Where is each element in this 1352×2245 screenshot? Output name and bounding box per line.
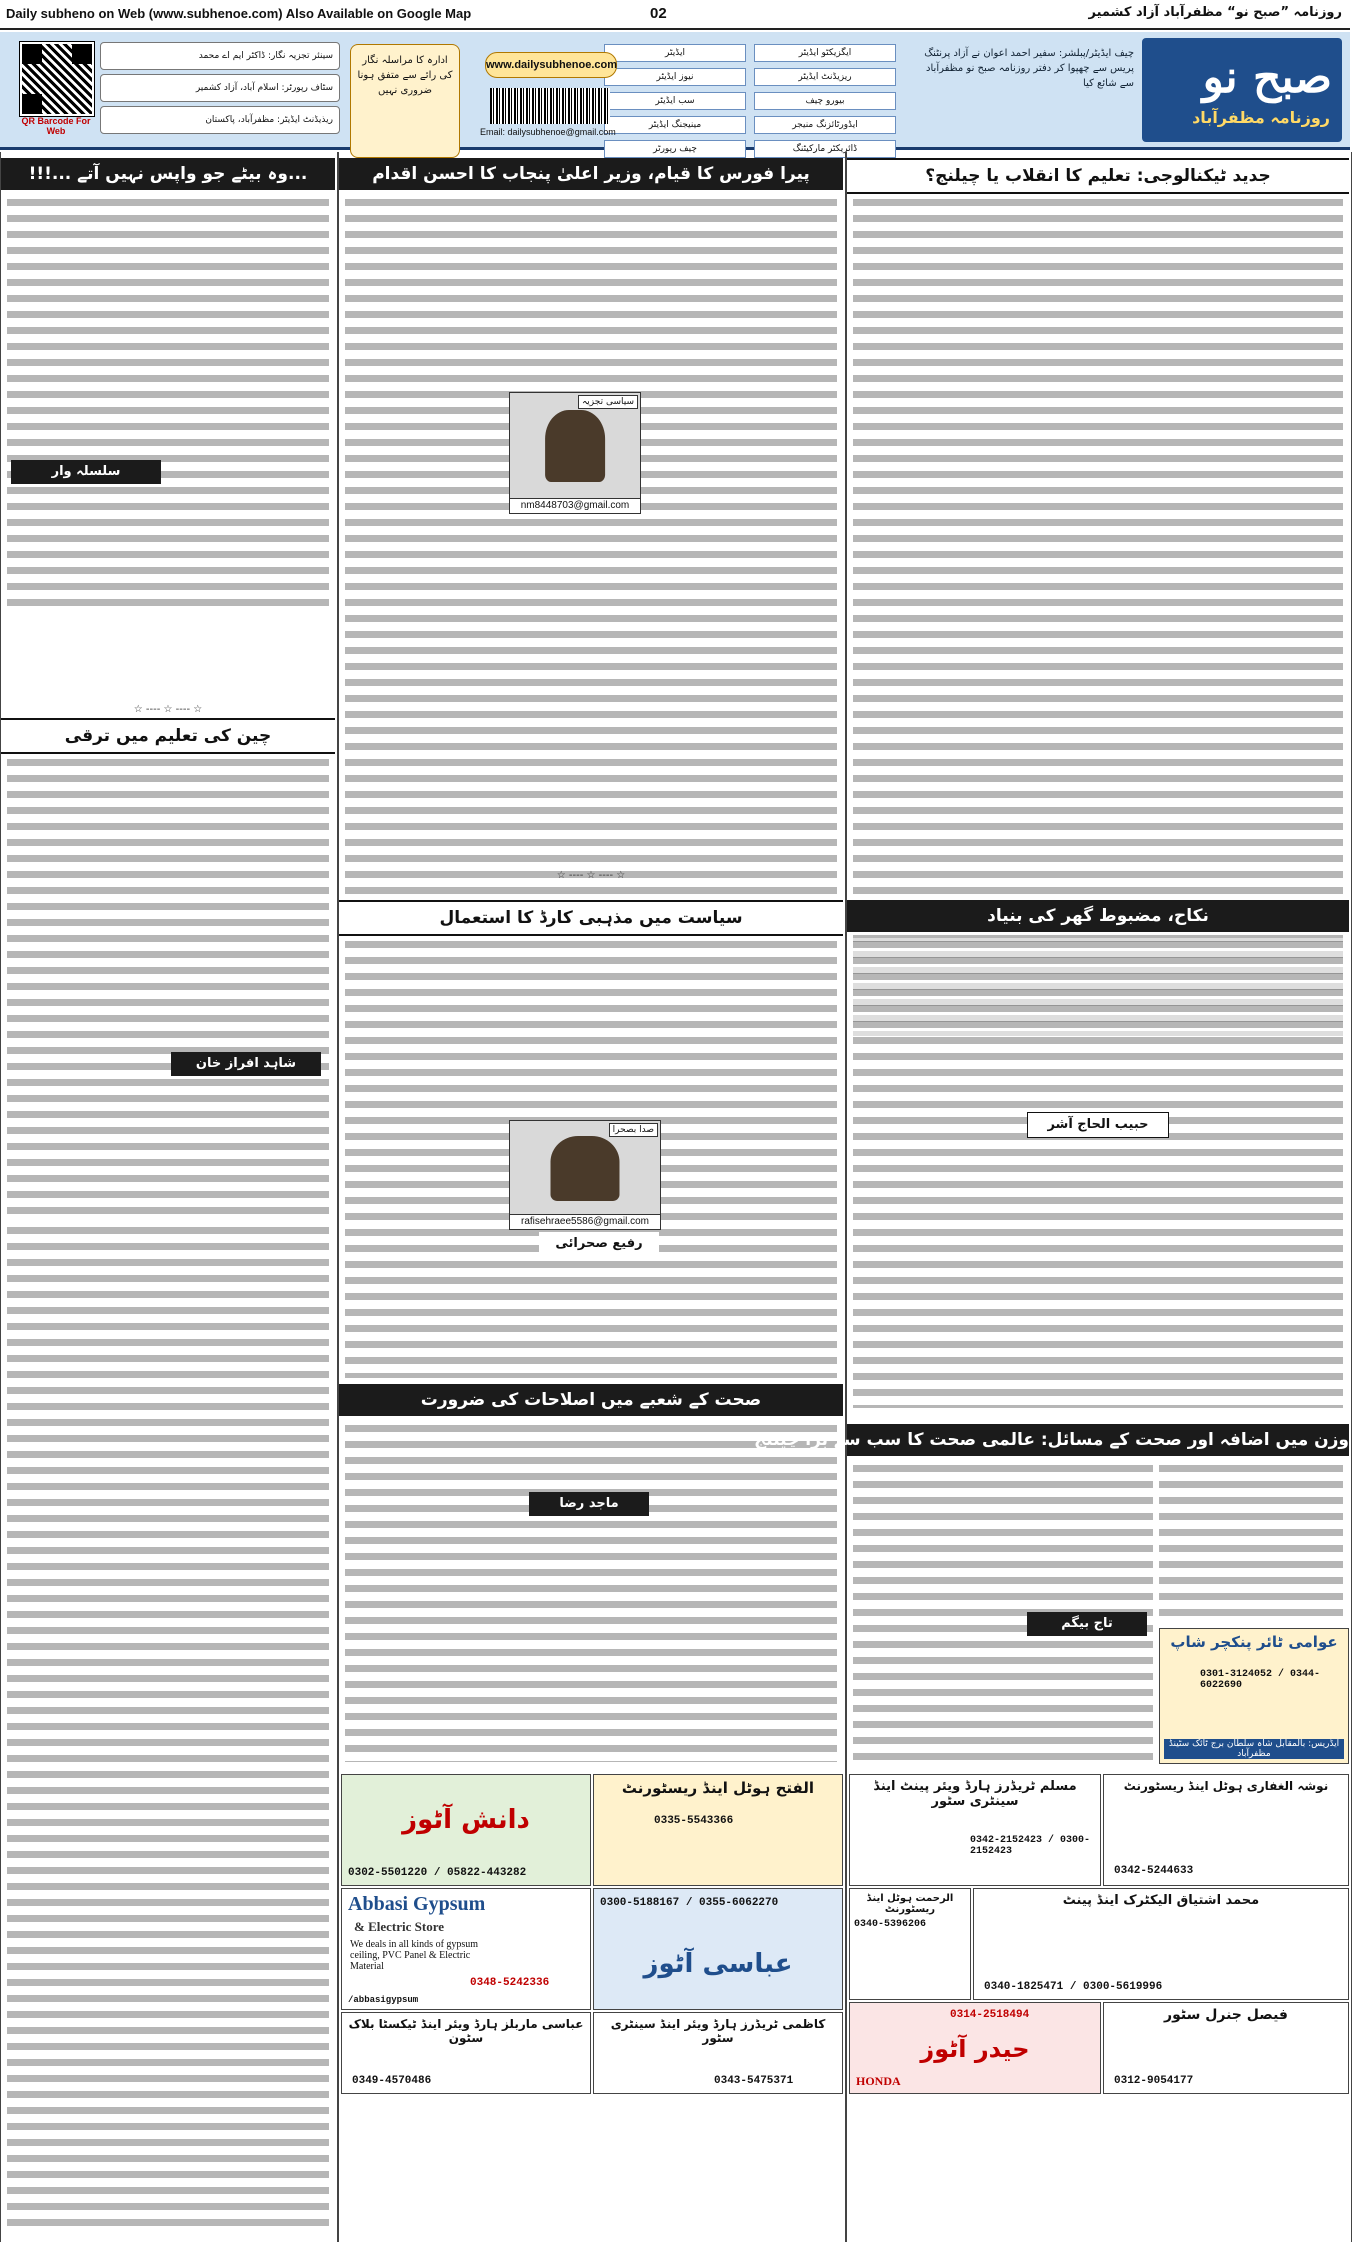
columnist-email[interactable]: nm8448703@gmail.com bbox=[510, 498, 640, 513]
ad-phone: 0349-4570486 bbox=[352, 2075, 432, 2087]
honda-logo-icon: HONDA bbox=[856, 2074, 901, 2088]
ad-title: حیدر آٹوز bbox=[920, 2035, 1030, 2063]
article-body bbox=[345, 1422, 837, 1762]
columnist-photo bbox=[509, 392, 641, 514]
headline-religious-card[interactable]: سیاست میں مذہبی کارڈ کا استعمال bbox=[339, 900, 843, 936]
ad-phone: 0348-5242336 bbox=[470, 1977, 550, 1989]
ad-haider-autos[interactable] bbox=[849, 2002, 1101, 2094]
staff-badge: ڈائریکٹر مارکیٹنگ bbox=[754, 140, 896, 158]
staff-badges bbox=[600, 40, 900, 154]
ad-title: فیصل جنرل سٹور bbox=[1164, 2007, 1288, 2023]
headline-nikah[interactable]: نکاح، مضبوط گھر کی بنیاد bbox=[847, 900, 1349, 932]
ad-phone: 0335-5543366 bbox=[654, 1815, 734, 1827]
columnist-photo bbox=[509, 1120, 661, 1230]
columnist-name: رفیع صحرائی bbox=[539, 1232, 659, 1256]
staff-badge: چیف رپورٹر bbox=[604, 140, 746, 158]
staff-badge: سب ایڈیٹر bbox=[604, 92, 746, 110]
photo-tag: سیاسی تجزیہ bbox=[578, 395, 638, 409]
staff-badge: مینیجنگ ایڈیٹر bbox=[604, 116, 746, 134]
separator-stars: ☆ ---- ☆ ---- ☆ bbox=[133, 704, 203, 715]
ad-abbasi-marbles[interactable] bbox=[341, 2012, 591, 2094]
headline-technology-education[interactable]: جدید ٹیکنالوجی: تعلیم کا انقلاب یا چیلنج؟ bbox=[847, 158, 1349, 194]
ad-title: عباسی ماربلز ہارڈ ویئر اینڈ ٹیکسٹا بلاک سٹون bbox=[348, 2017, 584, 2045]
column-middle bbox=[338, 152, 846, 2242]
ad-title: محمد اشتیاق الیکٹرک اینڈ پینٹ bbox=[1062, 1893, 1260, 1908]
author-byline: حبیب الحاج آشر bbox=[1027, 1112, 1169, 1138]
staff-badge: ایڈیٹر bbox=[604, 44, 746, 62]
ad-address: ایڈریس: بالمقابل شاہ سلطان برج ٹائک سٹینڈ مظفرآباد bbox=[1164, 1739, 1344, 1759]
barcode-icon bbox=[490, 88, 610, 124]
logo-subtitle: روزنامہ مظفرآباد bbox=[1192, 108, 1330, 127]
masthead-contacts bbox=[100, 42, 340, 138]
ad-electric-shop[interactable] bbox=[973, 1888, 1349, 2000]
contact-row: ریذیڈنٹ ایڈیٹر: مظفرآباد، پاکستان bbox=[100, 106, 340, 134]
masthead bbox=[0, 32, 1350, 154]
separator-stars: ☆ ---- ☆ ---- ☆ bbox=[556, 870, 626, 881]
disclaimer-scroll: ادارہ کا مراسلہ نگار کی رائے سے متفق ہونا ضروری نہیں bbox=[350, 44, 460, 158]
ad-restaurant[interactable] bbox=[593, 1774, 843, 1886]
ad-faisal-general-store[interactable] bbox=[1103, 2002, 1349, 2094]
article-body bbox=[7, 756, 329, 1216]
ad-description: We deals in all kinds of gypsum ceiling, PVC Panel & Electric Material bbox=[350, 1939, 479, 1972]
publisher-note: چیف ایڈیٹر/پبلشر: سفیر احمد اعوان نے آزاد پرنٹنگ پریس سے چھپوا کر دفتر روزنامہ صبح نو مظفرآباد سے شائع کیا bbox=[924, 48, 1134, 89]
page-number: 02 bbox=[650, 5, 667, 22]
article-body bbox=[853, 938, 1343, 1408]
page-top-strip bbox=[0, 0, 1350, 30]
website-link[interactable]: www.dailysubhenoe.com bbox=[485, 52, 617, 78]
staff-badge: بیورو چیف bbox=[754, 92, 896, 110]
headline-sons-never-return[interactable]: ...وہ بیٹے جو واپس نہیں آتے ...!!! bbox=[1, 158, 335, 190]
author-byline: شاہد افراز خان bbox=[171, 1052, 321, 1076]
ad-title: عباسی آٹوز bbox=[643, 1949, 793, 1979]
ad-subtitle: & Electric Store bbox=[354, 1919, 444, 1934]
ad-phone: 0340-5396206 bbox=[854, 1919, 927, 1930]
ad-title: عوامی ٹائر پنکچر شاپ bbox=[1170, 1633, 1338, 1651]
staff-badge: نیوز ایڈیٹر bbox=[604, 68, 746, 86]
article-body bbox=[7, 196, 329, 606]
person-image bbox=[551, 1136, 620, 1201]
ad-title: نوشہ الغفاری ہوٹل اینڈ ریسٹورنٹ bbox=[1123, 1779, 1329, 1793]
ad-restaurant[interactable] bbox=[849, 1888, 971, 2000]
newspaper-logo[interactable] bbox=[1142, 38, 1342, 142]
ad-danish-autos[interactable] bbox=[341, 1774, 591, 1886]
ad-title: الفتح ہوٹل اینڈ ریسٹورنٹ bbox=[621, 1779, 815, 1797]
ad-abbasi-gypsum[interactable] bbox=[341, 1888, 591, 2010]
staff-badge: ایگزیکٹو ایڈیٹر bbox=[754, 44, 896, 62]
headline-para-force[interactable]: پیرا فورس کا قیام، وزیر اعلیٰ پنجاب کا احسن اقدام bbox=[339, 158, 843, 190]
logo-title: صبح نو bbox=[1202, 52, 1332, 103]
columnist-email[interactable]: rafisehraee5586@gmail.com bbox=[510, 1214, 660, 1229]
ad-restaurant[interactable] bbox=[1103, 1774, 1349, 1886]
ad-title: Abbasi Gypsum bbox=[348, 1893, 486, 1915]
person-image bbox=[545, 410, 605, 482]
ad-abbasi-autos[interactable] bbox=[593, 1888, 843, 2010]
section-label: سلسلہ وار bbox=[11, 460, 161, 484]
ad-phone: 0342-2152423 / 0300-2152423 bbox=[970, 1835, 1091, 1857]
headline-weight-health[interactable]: وزن میں اضافہ اور صحت کے مسائل: عالمی صحت کا سب سے بڑا چیلنج bbox=[847, 1424, 1349, 1456]
ad-phone: 0314-2518494 bbox=[950, 2009, 1030, 2021]
ad-title: مسلم ٹریڈرز ہارڈ ویئر پینٹ اینڈ سینٹری سٹور bbox=[873, 1779, 1077, 1809]
article-body bbox=[345, 196, 837, 896]
headline-china-education[interactable]: چین کی تعلیم میں ترقی bbox=[1, 718, 335, 754]
ad-phone: 0342-5244633 bbox=[1114, 1865, 1194, 1877]
ad-title: دانش آٹوز bbox=[402, 1805, 530, 1835]
ad-title: کاظمی ٹریڈرز ہارڈ ویئر اینڈ سینٹری سٹور bbox=[610, 2017, 826, 2045]
web-availability-text: Daily subheno on Web (www.subhenoe.com) Also Available on Google Map bbox=[6, 6, 472, 21]
paper-title-line: روزنامہ ”صبح نو“ مظفرآباد آزاد کشمیر bbox=[1088, 5, 1342, 20]
ad-phone: 0343-5475371 bbox=[714, 2075, 794, 2087]
contact-email[interactable]: Email: dailysubhenoe@gmail.com bbox=[480, 127, 616, 137]
staff-badge: ریزیڈنٹ ایڈیٹر bbox=[754, 68, 896, 86]
article-body bbox=[1159, 1462, 1343, 1622]
ad-phone: 0301-3124052 / 0344-6022690 bbox=[1200, 1669, 1321, 1691]
qr-code-icon[interactable] bbox=[20, 42, 94, 116]
contact-row: سینئر تجزیہ نگار: ڈاکٹر ایم اے محمد bbox=[100, 42, 340, 70]
staff-badge: ایڈورٹائزنگ منیجر bbox=[754, 116, 896, 134]
ad-phone: 0302-5501220 / 05822-443282 bbox=[348, 1867, 527, 1879]
ad-phone: 0340-1825471 / 0300-5619996 bbox=[984, 1981, 1163, 1993]
ad-phone: 0300-5188167 / 0355-6062270 bbox=[600, 1897, 779, 1909]
ad-social: /abbasigypsum bbox=[348, 1995, 419, 2005]
column-left bbox=[0, 152, 338, 2242]
qr-caption: QR Barcode For Web bbox=[21, 116, 91, 136]
author-byline: ماجد رضا bbox=[529, 1492, 649, 1516]
ad-tyre-shop[interactable] bbox=[1159, 1628, 1349, 1764]
column-name-tag: صدا بصحرا bbox=[609, 1123, 658, 1137]
ad-kazmi-traders[interactable] bbox=[593, 2012, 843, 2094]
article-body bbox=[7, 1224, 329, 2234]
contact-row: سٹاف رپورٹر: اسلام آباد، آزاد کشمیر bbox=[100, 74, 340, 102]
ad-title: الرحمت ہوٹل اینڈ ریسٹورنٹ bbox=[866, 1893, 954, 1915]
ad-muslim-traders[interactable] bbox=[849, 1774, 1101, 1886]
author-byline: تاج بیگم bbox=[1027, 1612, 1147, 1636]
ad-phone: 0312-9054177 bbox=[1114, 2075, 1194, 2087]
headline-health-reforms[interactable]: صحت کے شعبے میں اصلاحات کی ضرورت bbox=[339, 1384, 843, 1416]
